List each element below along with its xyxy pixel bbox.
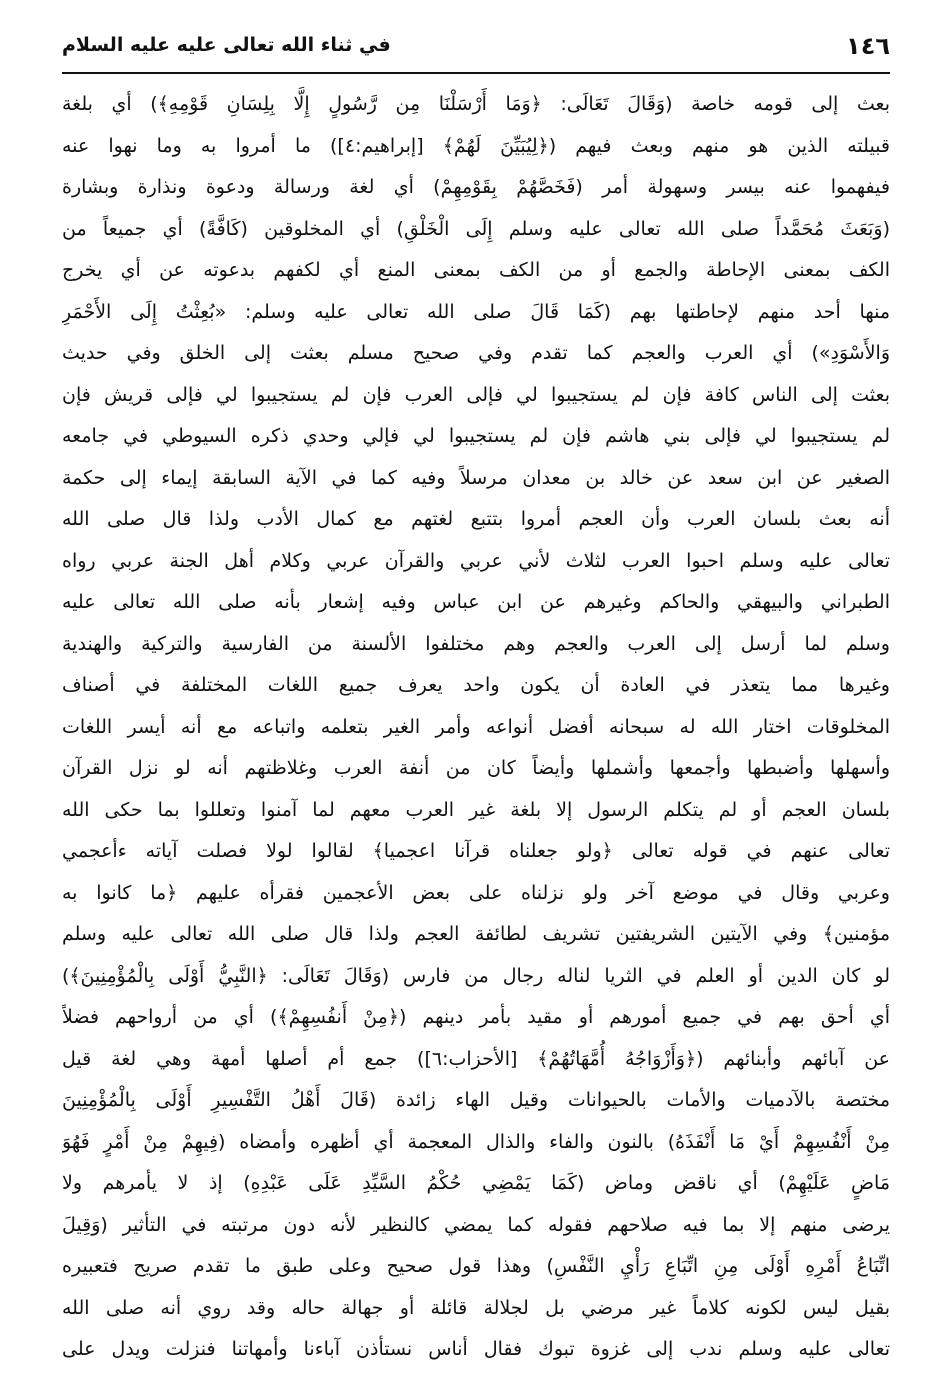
header-rule <box>62 72 890 74</box>
text-line: أنه بعث بلسان العرب وأن العجم أمروا بتتبع لغتهم مع كمال الأدب ولذا قال صلى الله <box>62 508 890 530</box>
text-line: تعالى عليه وسلم ندب إلى غزوة تبوك فقال أناس نستأذن آباءنا وأمهاتنا فنزلت ويدل على <box>62 1338 890 1360</box>
page-number: ١٤٦ <box>846 32 890 60</box>
text-line: الكف بمعنى الإحاطة والجمع أو من الكف بمعنى المنع أي لكفهم بدعوته عن أي يخرج <box>62 259 890 281</box>
text-line: فيفهموا عنه بيسر وسهولة أمر (فَخَصَّهُمْ بِقَوْمِهِمْ) أي لغة ورسالة ودعوة ونذارة وبشارة <box>62 176 890 198</box>
text-line: مختصة بالآدميات والأمات بالحيوانات وقيل الهاء زائدة (قَالَ أَهْلُ التَّفْسِيرِ أَوْلَى بِالْمُؤْمِنِينَ <box>62 1089 890 1111</box>
text-line: وغيرها مما يتعذر في العادة أن يكون واحد يعرف جميع اللغات المختلفة في أصناف <box>62 674 890 696</box>
text-line: لم يستجيبوا لي فإلى بني هاشم فإن لم يستجيبوا لي فإلي وحدي ذكره السيوطي في جامعه <box>62 425 890 447</box>
text-line: وأسهلها وأضبطها وأجمعها وأشملها وأيضاً كان من أنفة العرب وغلاظتهم أنه لو نزل القرآن <box>62 757 890 779</box>
text-line: بقيل ليس لكونه كلاماً غير مرضي بل لجلالة قائلة أو جهالة حاله وقد روي أنه صلى الله <box>62 1296 890 1319</box>
text-line: قبيلته الذين هو منهم وبعث فيهم (﴿لِيُبَيِّنَ لَهُمْ﴾ [إبراهيم:٤]) ما أمروا به وما نهوا عنه <box>62 134 890 157</box>
text-line: بلسان العجم أو لم يتكلم الرسول إلا بلغة غير العرب معهم لما آمنوا وتعللوا بما حكى الله <box>62 798 890 821</box>
text-line: أي أحق بهم في جميع أمورهم أو مقيد بأمر دينهم (﴿مِنْ أَنفُسِهِمْ﴾) أي من أرواحهم فضلاً <box>62 1006 890 1028</box>
text-line: منها أحد منهم لإحاطتها بهم (كَمَا قَالَ صلى الله تعالى عليه وسلم: «بُعِثْتُ إِلَى الأَحْمَرِ <box>62 300 890 323</box>
text-line: (وَبَعَثَ مُحَمَّداً صلى الله تعالى عليه وسلم إِلَى الْخَلْقِ) أي المخلوقين (كَافَّةً) أي جميعاً من <box>62 217 890 240</box>
text-line: الصغير عن ابن سعد عن خالد بن معدان مرسلاً وفيه كما في الآية السابقة إيماء إلى حكمة <box>62 466 890 489</box>
text-line: اتِّبَاعُ أَمْرِهِ أَوْلَى مِنِ اتِّبَاعِ رَأْيِ النَّفْسِ) وهذا قول صحيح وعلى طبق ما تقدم صريح فتعبيره <box>62 1255 890 1277</box>
text-line: الطبراني والبيهقي والحاكم وغيرهم عن ابن عباس وفيه إشعار بأنه صلى الله تعالى عليه <box>62 591 890 613</box>
text-line: مؤمنين﴾ وفي الآيتين الشريفتين تشريف لطائفة العجم ولذا قال صلى الله تعالى عليه وسلم <box>62 923 890 945</box>
text-line: وسلم لما أرسل إلى العرب والعجم وهم مختلفوا الألسنة من الفارسية والتركية والهندية <box>62 632 890 655</box>
text-line: مِنْ أَنْفُسِهِمْ أَيْ مَا أَنْفَذَهُ) بالنون والفاء والذال المعجمة أي أظهره وأمضاه (فِيهِمْ مِنْ أَمْرٍ فَهُوَ <box>62 1130 890 1153</box>
text-line: وَالأَسْوَدِ») أي العرب والعجم كما تقدم وفي صحيح مسلم بعثت إلى الخلق وفي حديث <box>62 342 890 364</box>
page-body <box>62 84 890 1371</box>
text-line: تعالى عليه وسلم احبوا العرب لثلاث لأني عربي والقرآن عربي وكلام أهل الجنة عربي رواه <box>62 549 890 572</box>
running-title: في ثناء الله تعالى عليه عليه السلام <box>62 34 391 56</box>
text-line: يرضى منهم إلا بما فيه صلاحهم فقوله كما يمضي كالنظير لأنه دون مرتبته في التأثير (وَقِيلَ <box>62 1213 890 1236</box>
text-line: بعثت إلى الناس كافة فإن لم يستجيبوا لي فإلى العرب فإن لم يستجيبوا لي فإلى قريش فإن <box>62 383 890 406</box>
text-line: مَاضٍ عَلَيْهِمْ) أي ناقض وماض (كَمَا يَمْضِي حُكْمُ السَّيِّدِ عَلَى عَبْدِهِ) إذ لا يأمرهم ولا <box>62 1172 890 1194</box>
text-line: عن آبائهم وأبنائهم (﴿وَأَزْوَاجُهُ أُمَّهَاتُهُمْ﴾ [الأحزاب:٦]) جمع أم أصلها أمهة وهي لغة قيل <box>62 1047 890 1070</box>
text-line: بعث إلى قومه خاصة (وَقَالَ تَعَالَى: ﴿وَمَا أَرْسَلْنَا مِن رَّسُولٍ إِلَّا بِلِسَانِ قَوْمِهِ﴾) أي بلغة <box>62 93 890 115</box>
text-line: المخلوقات اختار الله له سبحانه أفضل أنواعه وأمر الغير بتعلمه واتباعه مع أنه أيسر اللغات <box>62 715 890 738</box>
page-header <box>62 28 890 68</box>
text-line: وعربي وقال في موضع آخر ولو نزلناه على بعض الأعجمين فقرأه عليهم ﴿ما كانوا به <box>62 881 890 904</box>
text-line: تعالى عنهم في قوله تعالى ﴿ولو جعلناه قرآنا اعجميا﴾ لقالوا لولا فصلت آياته ءأعجمي <box>62 840 890 862</box>
text-line: لو كان الدين أو العلم في الثريا لناله رجال من فارس (وَقَالَ تَعَالَى: ﴿النَّبِيُّ أَوْلَى بِالْمُؤْمِنِينَ﴾) <box>62 964 890 987</box>
